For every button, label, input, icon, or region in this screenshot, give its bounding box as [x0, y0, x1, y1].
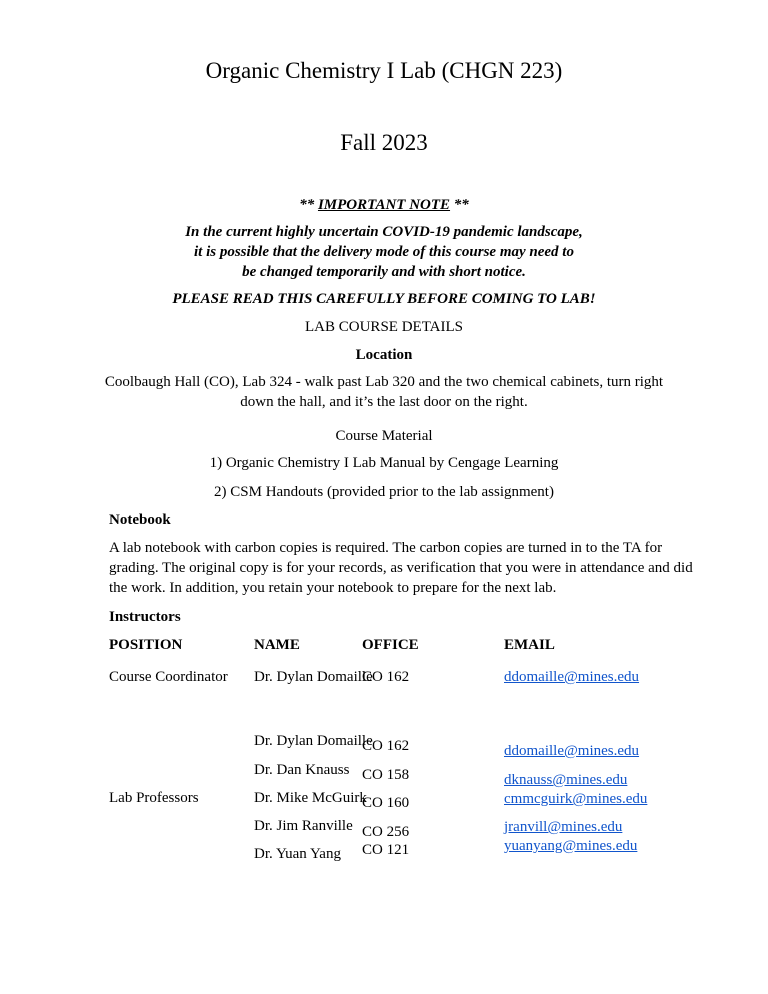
notebook-line: A lab notebook with carbon copies is required. The carbon copies are turned in to the TA for — [109, 540, 663, 556]
column-header-email: EMAIL — [504, 637, 555, 653]
term: Fall 2023 — [340, 130, 428, 155]
professor-office: CO 256 — [362, 824, 410, 840]
professor-name: Dr. Yuan Yang — [254, 846, 341, 862]
location-line: down the hall, and it’s the last door on the right. — [240, 394, 528, 410]
notebook-heading: Notebook — [109, 512, 171, 528]
coordinator-position: Course Coordinator — [109, 669, 228, 685]
course-material-heading: Course Material — [335, 428, 433, 444]
lab-professors-position: Lab Professors — [109, 790, 199, 806]
location-line: Coolbaugh Hall (CO), Lab 324 - walk past Lab 320 and the two chemical cabinets, turn right — [104, 374, 664, 390]
professor-name: Dr. Jim Ranville — [254, 818, 353, 834]
instructors-heading: Instructors — [109, 609, 181, 625]
course-material-item: 1) Organic Chemistry I Lab Manual by Cengage Learning — [209, 455, 559, 471]
professor-office: CO 162 — [362, 738, 410, 754]
note-line: it is possible that the delivery mode of this course may need to — [194, 244, 574, 260]
professor-office: CO 158 — [362, 767, 410, 783]
coordinator-office: CO 162 — [362, 669, 410, 685]
page-title: Organic Chemistry I Lab (CHGN 223) — [205, 58, 563, 83]
coordinator-name: Dr. Dylan Domaille — [254, 669, 373, 685]
professor-office: CO 121 — [362, 842, 410, 858]
professor-name: Dr. Dan Knauss — [254, 762, 350, 778]
professor-email-link[interactable]: ddomaille@mines.edu — [504, 743, 640, 759]
note-line: In the current highly uncertain COVID-19 pandemic landscape, — [185, 224, 583, 240]
coordinator-email-link[interactable]: ddomaille@mines.edu — [504, 669, 640, 685]
note-heading: IMPORTANT NOTE — [317, 197, 451, 213]
note-line: be changed temporarily and with short notice. — [242, 264, 526, 280]
note-suffix: ** — [450, 197, 469, 213]
column-header-name: NAME — [254, 637, 300, 653]
professor-email-link[interactable]: jranvill@mines.edu — [504, 819, 623, 835]
professor-email-link[interactable]: yuanyang@mines.edu — [504, 838, 638, 854]
professor-name: Dr. Dylan Domaille — [254, 733, 373, 749]
professor-email-link[interactable]: cmmcguirk@mines.edu — [504, 791, 648, 807]
warning: PLEASE READ THIS CAREFULLY BEFORE COMING TO LAB! — [172, 291, 596, 307]
notebook-line: grading. The original copy is for your records, as verification that you were in attendance and did — [109, 560, 693, 576]
important-note-heading — [0, 195, 768, 215]
professor-office: CO 160 — [362, 795, 410, 811]
note-prefix: ** — [299, 197, 318, 213]
column-header-position: POSITION — [109, 637, 183, 653]
column-header-office: OFFICE — [362, 637, 419, 653]
professor-email-link[interactable]: dknauss@mines.edu — [504, 772, 628, 788]
course-material-item: 2) CSM Handouts (provided prior to the lab assignment) — [214, 484, 554, 500]
professor-name: Dr. Mike McGuirk — [254, 790, 367, 806]
notebook-line: the work. In addition, you retain your notebook to prepare for the next lab. — [109, 580, 557, 596]
location-heading: Location — [355, 347, 413, 363]
details-heading: LAB COURSE DETAILS — [305, 319, 463, 335]
